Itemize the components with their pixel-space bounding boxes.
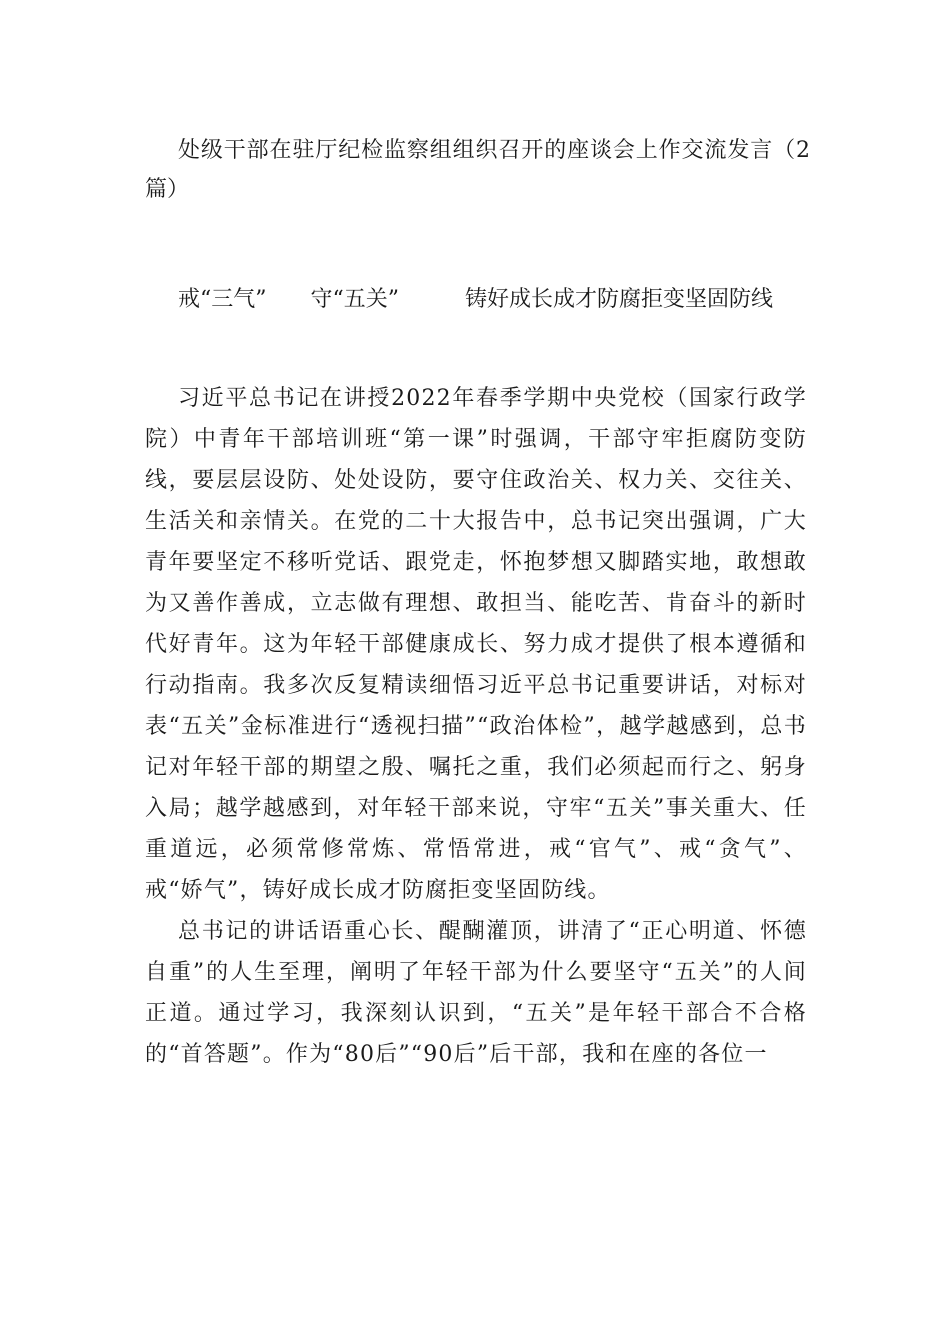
- document-title: 处级干部在驻厅纪检监察组组织召开的座谈会上作交流发言（2篇）: [145, 138, 810, 202]
- body-paragraph: 习近平总书记在讲授2022年春季学期中央党校（国家行政学院）中青年干部培训班“第一课”时强调，干部守牢拒腐防变防线，要层层设防、处处设防，要守住政治关、权力关、交往关、生活关和亲情关。在党的二十大报告中，总书记突出强调，广大青年要坚定不移听党话、跟党走，怀抱梦想又脚踏实地，敢想敢为又善作善成，立志做有理想、敢担当、能吃苦、肯奋斗的新时代好青年。这为年轻干部健康成长、努力成才提供了根本遵循和行动指南。我多次反复精读细悟习近平总书记重要讲话，对标对表“五关”金标准进行“透视扫描”“政治体检”，越学越感到，总书记对年轻干部的期望之殷、嘱托之重，我们必须起而行之、躬身入局；越学越感到，对年轻干部来说，守牢“五关”事关重大、任重道远，必须常修常炼、常悟常进，戒“官气”、戒“贪气”、戒“娇气”，铸好成长成才防腐拒变坚固防线。: [145, 386, 807, 903]
- document-body: [145, 378, 807, 1075]
- document-subtitle: 戒“三气” 守“五关” 铸好成长成才防腐拒变坚固防线: [178, 287, 773, 312]
- body-paragraph: 总书记的讲话语重心长、醍醐灌顶，讲清了“正心明道、怀德自重”的人生至理，阐明了年轻干部为什么要坚守“五关”的人间正道。通过学习，我深刻认识到，“五关”是年轻干部合不合格的“首答题”。作为“80后”“90后”后干部，我和在座的各位一: [145, 919, 807, 1067]
